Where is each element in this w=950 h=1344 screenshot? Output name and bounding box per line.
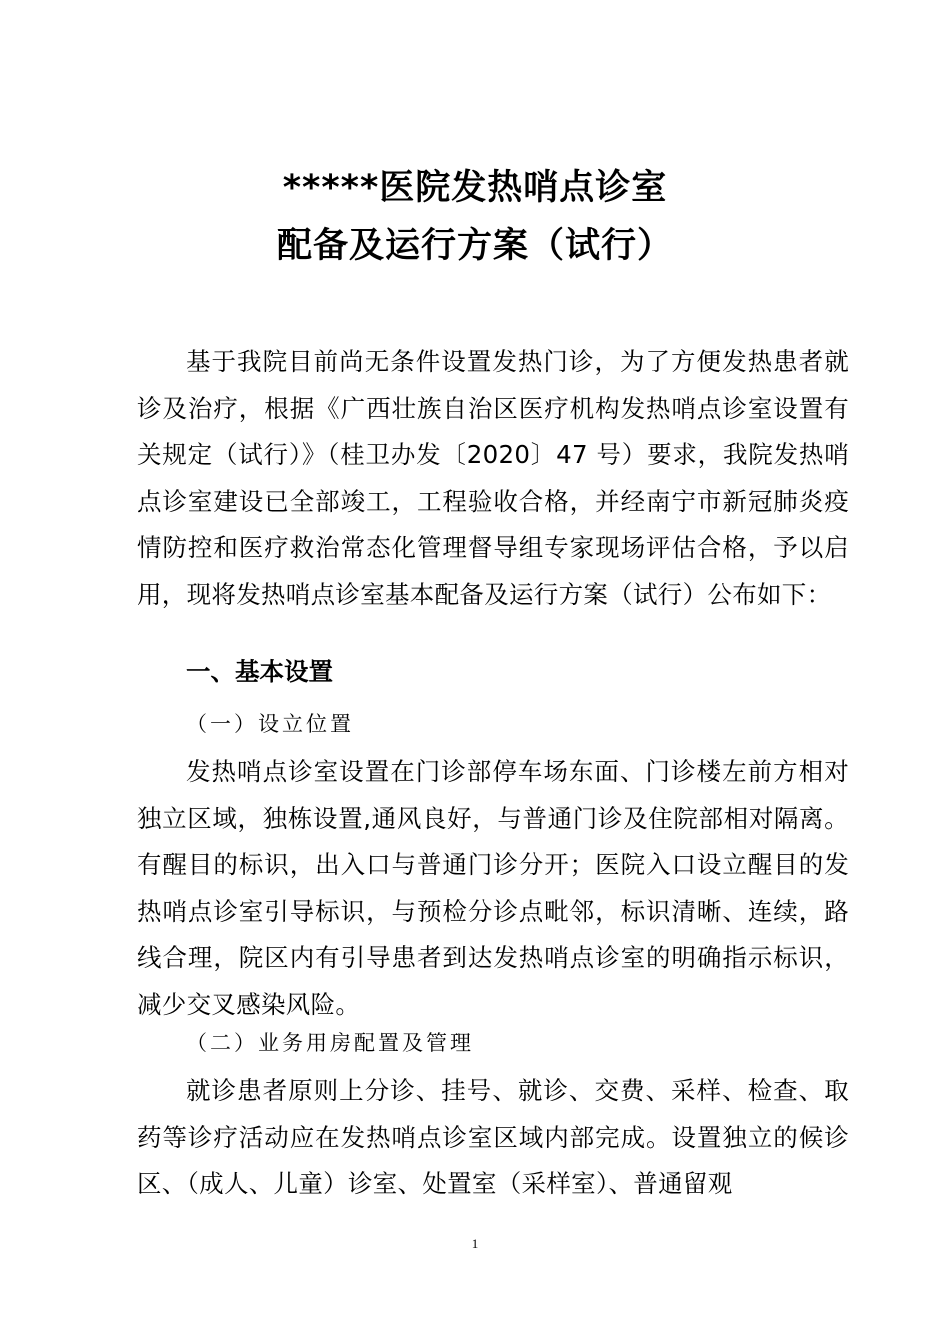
subsection-heading-rooms: （二）业务用房配置及管理: [186, 1031, 474, 1055]
intro-paragraph: 基于我院目前尚无条件设置发热门诊，为了方便发热患者就诊及治疗，根据《广西壮族自治区医疗机构发热哨点诊室设置有关规定（试行）》（桂卫办发〔2020〕47 号）要求，我院发热哨点诊室建设已全部竣工，工程验收合格，并经南宁市新冠肺炎疫情防控和医疗救治常态化管理督导组专家现场评估合格，予以启用，现将发热哨点诊室基本配备及运行方案（试行）公布如下：: [137, 347, 849, 609]
location-paragraph: 发热哨点诊室设置在门诊部停车场东面、门诊楼左前方相对独立区域，独栋设置,通风良好，与普通门诊及住院部相对隔离。有醒目的标识，出入口与普通门诊分开；医院入口设立醒目的发热哨点诊室引导标识，与预检分诊点毗邻，标识清晰、连续，路线合理，院区内有引导患者到达发热哨点诊室的明确指示标识，减少交叉感染风险。: [137, 757, 849, 1019]
subsection-heading-location: （一）设立位置: [186, 712, 354, 736]
page-number: 1: [471, 1236, 479, 1251]
section-heading-basic-setup: 一、基本设置: [186, 657, 333, 686]
rooms-paragraph: 就诊患者原则上分诊、挂号、就诊、交费、采样、检查、取药等诊疗活动应在发热哨点诊室区域内部完成。设置独立的候诊区、（成人、儿童）诊室、处置室（采样室）、普通留观: [137, 1076, 849, 1198]
document-title-line1: *****医院发热哨点诊室: [282, 168, 668, 208]
document-title-line2: 配备及运行方案（试行）: [276, 226, 673, 266]
